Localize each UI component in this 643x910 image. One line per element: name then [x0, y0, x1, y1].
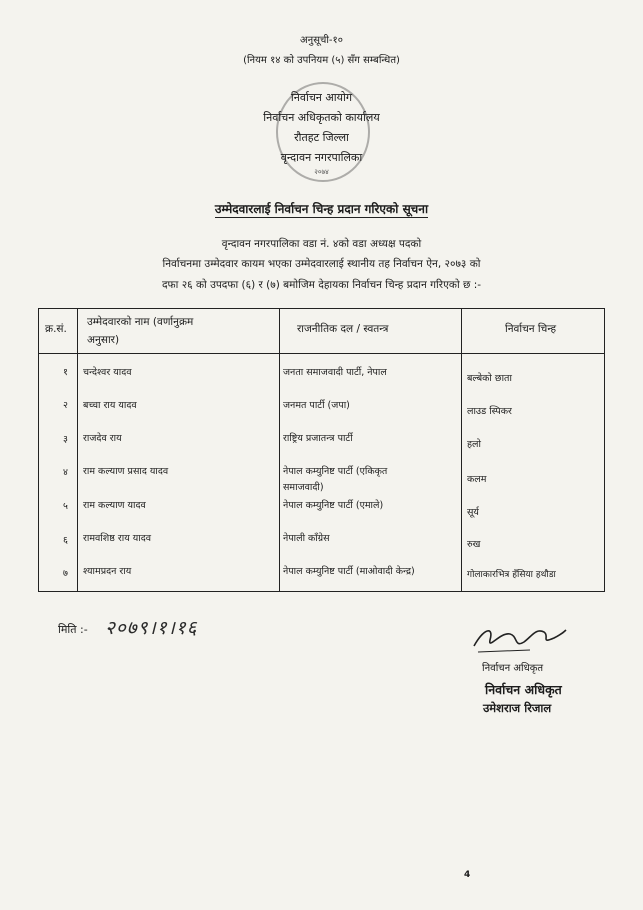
header-symbol: निर्वाचन चिन्ह: [505, 323, 557, 335]
row-serial: १: [63, 367, 68, 378]
row-candidate-name: चन्देश्वर यादव: [83, 367, 132, 378]
row-serial: ७: [63, 568, 68, 579]
row-serial: ३: [63, 434, 68, 445]
row-symbol: कलम: [467, 474, 487, 485]
stamp-officer-name: उमेशराज रिजाल: [483, 701, 552, 715]
row-candidate-name: राम कल्याण यादव: [83, 500, 146, 511]
page-number: 4: [464, 870, 471, 880]
row-candidate-name: राम कल्याण प्रसाद यादव: [83, 466, 169, 477]
notice-body-line-3: दफा २६ को उपदफा (६) र (७) बमोजिम देहायका निर्वाचन चिन्ह प्रदान गरिएको छ :-: [161, 279, 482, 291]
row-party: जनता समाजवादी पार्टी, नेपाल: [283, 367, 387, 378]
row-serial: ५: [63, 501, 68, 512]
row-party: नेपाल कम्युनिष्ट पार्टी (एमाले): [283, 500, 384, 511]
date-value: २०७९।१।१६: [105, 617, 198, 639]
row-symbol: रुख: [467, 539, 481, 550]
office-name: निर्वाचन अधिकृतको कार्यालय: [263, 111, 380, 124]
row-candidate-name: राजदेव राय: [83, 433, 122, 444]
header-candidate-name-2: अनुसार): [87, 334, 120, 346]
commission-name: निर्वाचन आयोग: [290, 91, 353, 104]
row-symbol: सूर्य: [467, 507, 479, 518]
officer-signature: [470, 622, 570, 660]
row-serial: ४: [63, 467, 68, 478]
row-candidate-name: बच्चा राय यादव: [83, 400, 137, 411]
municipality-name: वृन्दावन नगरपालिका: [280, 151, 363, 164]
header-party: राजनीतिक दल / स्वतन्त्र: [297, 323, 389, 335]
row-party: जनमत पार्टी (जपा): [283, 400, 350, 411]
row-serial: ६: [63, 535, 68, 546]
row-party: राष्ट्रिय प्रजातन्त्र पार्टी: [283, 433, 353, 444]
row-candidate-name: रामवशिष्ठ राय यादव: [83, 533, 152, 544]
row-symbol: बल्बेको छाता: [467, 373, 512, 384]
stamp-designation: निर्वाचन अधिकृत: [485, 682, 562, 697]
row-symbol: गोलाकारभित्र हँसिया हथौडा: [467, 570, 556, 580]
header-serial: क्र.सं.: [45, 323, 67, 335]
district-name: रौतहट जिल्ला: [294, 131, 349, 144]
row-party-line-2: समाजवादी): [283, 482, 324, 493]
annex-rule-reference: (नियम १४ को उपनियम (५) सँग सम्बन्धित): [243, 55, 400, 66]
notice-body-line-2: निर्वाचनमा उम्मेदवार कायम भएका उम्मेदवारलाई स्थानीय तह निर्वाचन ऐन, २०७३ को: [162, 258, 481, 270]
seal-year: २०७४: [314, 168, 329, 176]
row-candidate-name: श्यामप्रदन राय: [83, 566, 132, 577]
row-party: नेपाल कम्युनिष्ट पार्टी (माओवादी केन्द्र): [283, 566, 415, 577]
officer-designation: निर्वाचन अधिकृत: [482, 663, 544, 674]
symbol-allocation-table: [38, 308, 605, 592]
row-party: नेपाल कम्युनिष्ट पार्टी (एकिकृत: [283, 466, 388, 477]
notice-body-line-1: वृन्दावन नगरपालिका वडा नं. ४को वडा अध्यक्ष पदको: [221, 238, 422, 250]
annex-number: अनुसूची-१०: [300, 35, 343, 46]
row-symbol: हलो: [467, 439, 481, 450]
notice-title: उम्मेदवारलाई निर्वाचन चिन्ह प्रदान गरिएको सूचना: [214, 202, 429, 216]
header-candidate-name: उम्मेदवारको नाम (वर्णानुक्रम: [87, 316, 194, 328]
row-symbol: लाउड स्पिकर: [467, 406, 512, 417]
date-label: मिति :-: [58, 623, 88, 636]
row-serial: २: [63, 400, 68, 411]
row-party: नेपाली काँग्रेस: [283, 533, 330, 544]
